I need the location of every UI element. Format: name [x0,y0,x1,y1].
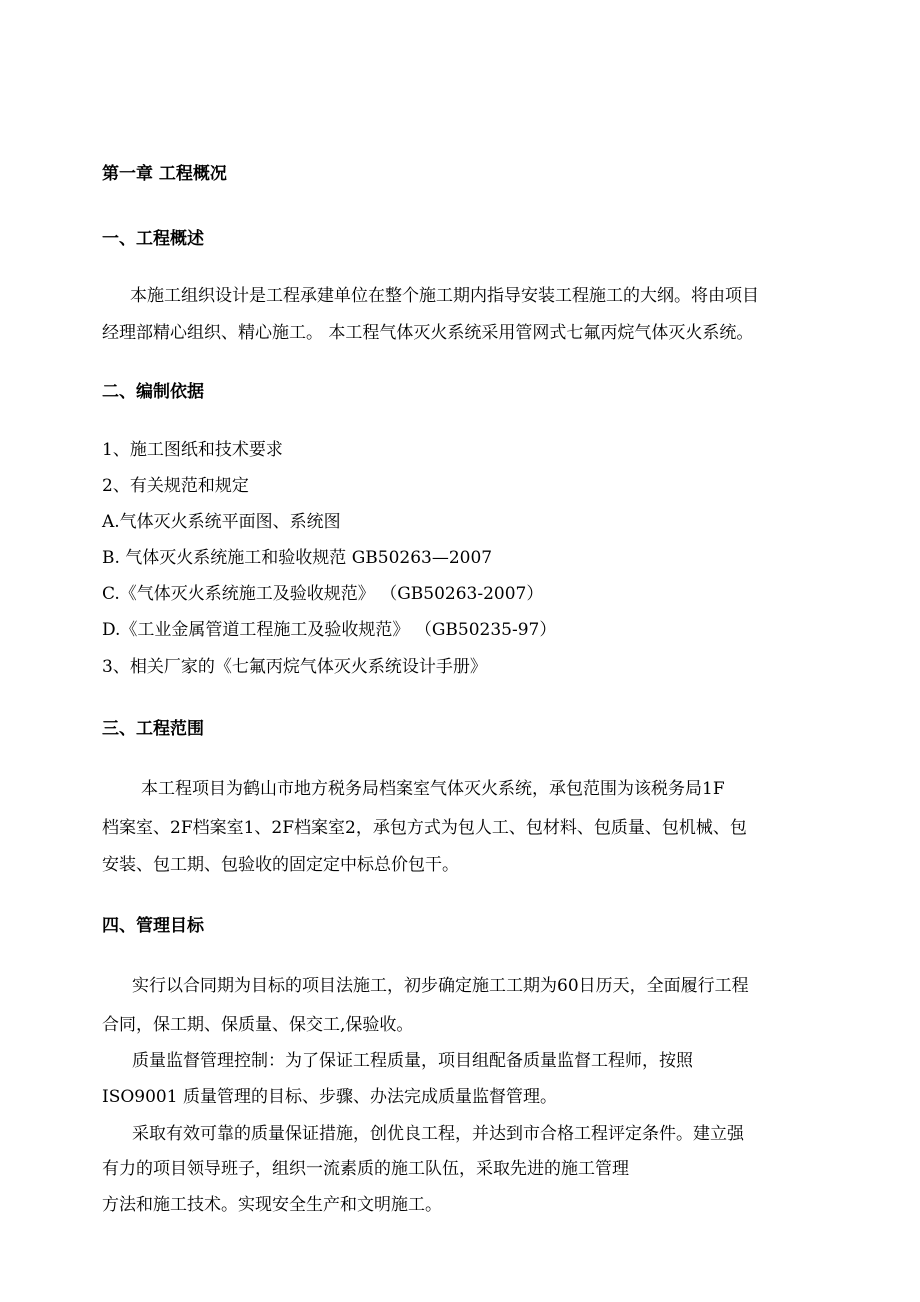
basis-list-item: 3、相关厂家的《七氟丙烷气体灭火系统设计手册》 [102,657,487,677]
section-1-title: 一、工程概述 [102,229,204,249]
section-1-paragraph-line: 本施工组织设计是工程承建单位在整个施工期内指导安装工程施工的大纲。将由项目 [130,286,759,306]
section-4-paragraph-line: 实行以合同期为目标的项目法施工，初步确定施工工期为60日历天，全面履行工程 [132,976,749,996]
section-4-paragraph-line: 采取有效可靠的质量保证措施，创优良工程，并达到市合格工程评定条件。建立强 [132,1124,744,1144]
basis-list-item: B. 气体灭火系统施工和验收规范 GB50263—2007 [102,548,493,568]
basis-list-item: C.《气体灭火系统施工及验收规范》 （GB50263-2007） [102,584,544,604]
section-4-title: 四、管理目标 [102,916,204,936]
chapter-title: 第一章 工程概况 [102,164,227,184]
section-1-paragraph-line: 经理部精心组织、精心施工。 本工程气体灭火系统采用管网式七氟丙烷气体灭火系统。 [102,323,754,343]
section-4-paragraph-line: 质量监督管理控制：为了保证工程质量，项目组配备质量监督工程师，按照 [132,1051,693,1071]
section-4-paragraph-line: 有力的项目领导班子，组织一流素质的施工队伍，采取先进的施工管理 [102,1159,629,1179]
section-4-paragraph-line: 合同，保工期、保质量、保交工,保验收。 [102,1015,414,1035]
section-2-title: 二、编制依据 [102,382,204,402]
basis-list-item: 2、有关规范和规定 [102,476,249,496]
section-3-title: 三、工程范围 [102,719,204,739]
basis-list-item: D.《工业金属管道工程施工及验收规范》 （GB50235-97） [102,620,557,640]
section-3-paragraph-line: 本工程项目为鹤山市地方税务局档案室气体灭火系统，承包范围为该税务局1F [141,779,725,799]
section-4-paragraph-line: 方法和施工技术。实现安全生产和文明施工。 [102,1195,442,1215]
basis-list-item: 1、施工图纸和技术要求 [102,440,283,460]
basis-list-item: A.气体灭火系统平面图、系统图 [102,512,341,532]
section-3-paragraph-line: 安装、包工期、包验收的固定定中标总价包干。 [102,855,459,875]
section-4-paragraph-line: ISO9001 质量管理的目标、步骤、办法完成质量监督管理。 [102,1087,557,1107]
section-3-paragraph-line: 档案室、2F档案室1、2F档案室2，承包方式为包人工、包材料、包质量、包机械、包 [102,818,747,838]
